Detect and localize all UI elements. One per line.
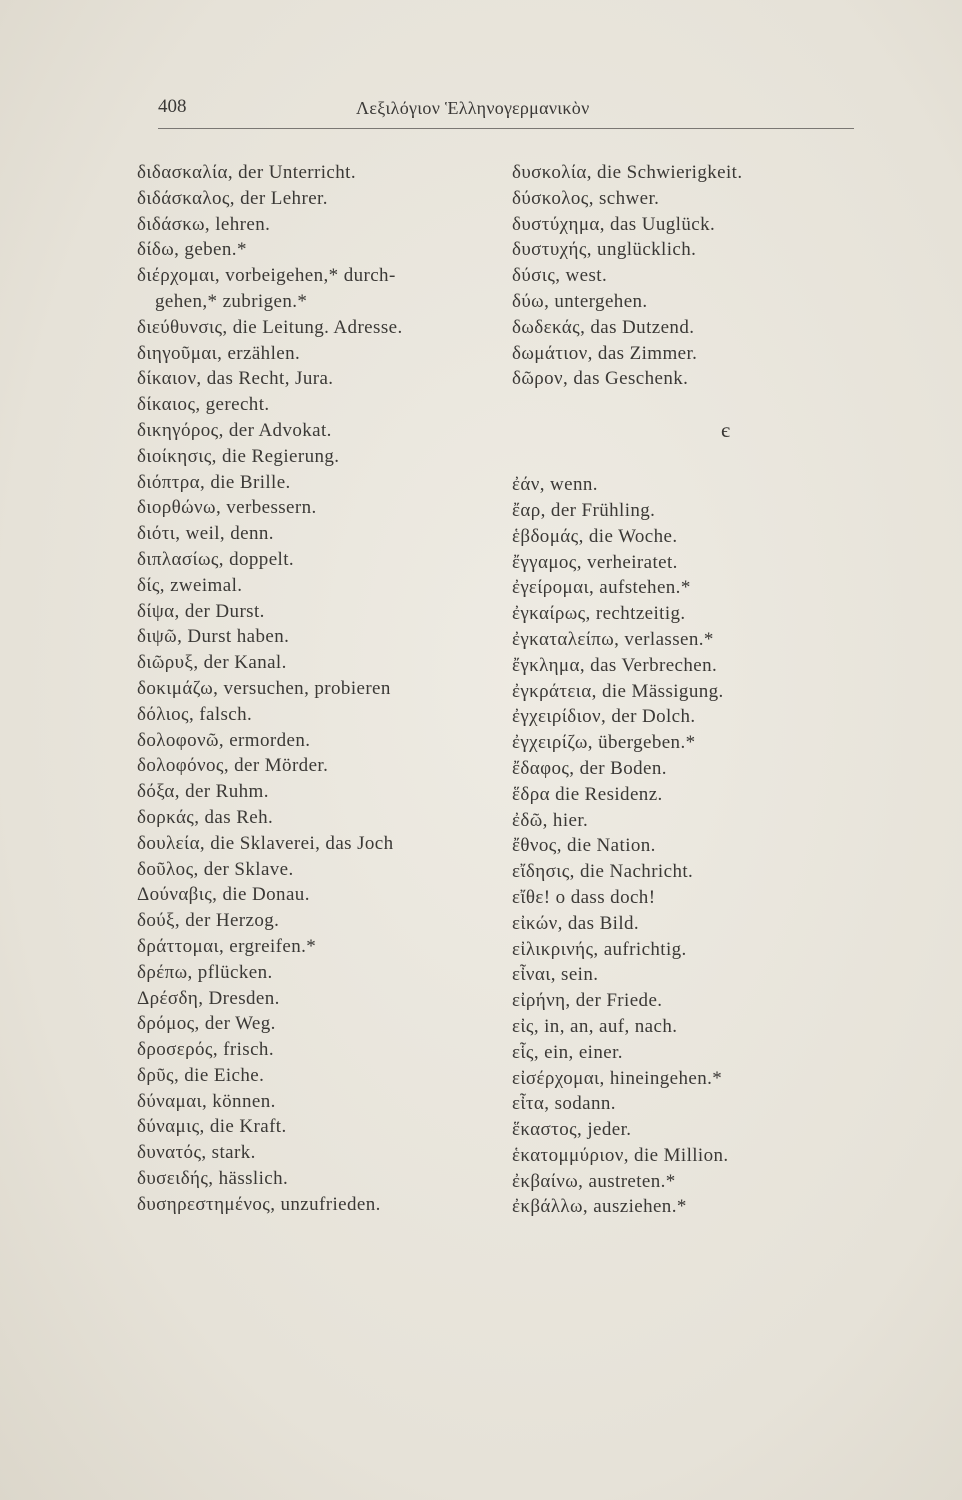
dictionary-entry: δρῦς, die Eiche. bbox=[137, 1064, 265, 1086]
dictionary-entry: διέρχομαι, vorbeigehen,* durch- bbox=[137, 265, 396, 287]
dictionary-entry: ἐγκαίρως, rechtzeitig. bbox=[512, 603, 686, 625]
dictionary-entry: εἷς, ein, einer. bbox=[512, 1041, 623, 1063]
dictionary-entry: δύναμαι, können. bbox=[137, 1090, 276, 1112]
dictionary-entry: δίψα, der Durst. bbox=[137, 600, 265, 622]
right-column-epsilon-entries bbox=[512, 472, 852, 1220]
dictionary-entry: εἴδησις, die Nachricht. bbox=[512, 861, 694, 883]
dictionary-entry: δουλεία, die Sklaverei, das Joch bbox=[137, 832, 394, 854]
right-column bbox=[512, 160, 852, 1220]
dictionary-entry: ἔαρ, der Frühling. bbox=[512, 499, 656, 521]
dictionary-entry: διορθώνω, verbessern. bbox=[137, 497, 317, 519]
dictionary-entry: δυσκολία, die Schwierigkeit. bbox=[512, 162, 743, 183]
dictionary-entry: εἶναι, sein. bbox=[512, 964, 599, 986]
dictionary-entry: δυσηρεστημένος, unzufrieden. bbox=[137, 1193, 381, 1215]
dictionary-entry: ἔγκλημα, das Verbrechen. bbox=[512, 654, 718, 676]
dictionary-entry: δυσειδής, hässlich. bbox=[137, 1168, 289, 1190]
dictionary-entry: διηγοῦμαι, erzählen. bbox=[137, 342, 301, 364]
dictionary-entry: ἐγείρομαι, aufstehen.* bbox=[512, 577, 691, 599]
dictionary-entry: ἔδαφος, der Boden. bbox=[512, 757, 667, 779]
dictionary-entry: εἶτα, sodann. bbox=[512, 1093, 616, 1115]
dictionary-entry: εἰρήνη, der Friede. bbox=[512, 990, 663, 1012]
dictionary-entry: Δούναβις, die Donau. bbox=[137, 884, 310, 906]
dictionary-entry: ἐάν, wenn. bbox=[512, 474, 598, 496]
dictionary-entry: ἐγχειρίδιον, der Dolch. bbox=[512, 706, 696, 728]
dictionary-entry: δίς, zweimal. bbox=[137, 574, 243, 596]
dictionary-entry: gehen,* zubrigen.* bbox=[155, 290, 308, 312]
dictionary-entry: εἰσέρχομαι, hineingehen.* bbox=[512, 1067, 723, 1089]
dictionary-entry: ἐγχειρίζω, übergeben.* bbox=[512, 732, 696, 754]
dictionary-entry: διόπτρα, die Brille. bbox=[137, 471, 291, 493]
dictionary-entry: ἐδῶ, hier. bbox=[512, 809, 589, 831]
dictionary-entry: δολοφονῶ, ermorden. bbox=[137, 729, 311, 751]
right-column-delta-entries bbox=[512, 160, 852, 392]
dictionary-entry: διψῶ, Durst haben. bbox=[137, 626, 290, 648]
dictionary-entry: εἰς, in, an, auf, nach. bbox=[512, 1015, 678, 1037]
dictionary-entry: διότι, weil, denn. bbox=[137, 523, 274, 545]
dictionary-entry: δικηγόρος, der Advokat. bbox=[137, 419, 332, 441]
dictionary-entry: δίκαιον, das Recht, Jura. bbox=[137, 368, 334, 390]
dictionary-entry: δρέπω, pflücken. bbox=[137, 961, 273, 983]
dictionary-entry: δυστυχής, unglücklich. bbox=[512, 239, 697, 261]
page-header bbox=[158, 96, 858, 128]
dictionary-entry: εἰκών, das Bild. bbox=[512, 912, 640, 934]
dictionary-entry: ἕκαστος, jeder. bbox=[512, 1119, 632, 1141]
dictionary-entry: δυστύχημα, das Uuglück. bbox=[512, 213, 716, 235]
dictionary-entry: δωμάτιον, das Zimmer. bbox=[512, 342, 698, 364]
dictionary-entry: διπλασίως, doppelt. bbox=[137, 548, 295, 570]
dictionary-entry: ἐγκράτεια, die Mässigung. bbox=[512, 680, 724, 702]
dictionary-entry: εἴθε! o dass doch! bbox=[512, 886, 656, 908]
dictionary-entry: δροσερός, frisch. bbox=[137, 1039, 274, 1061]
dictionary-entry: ἔγγαμος, verheiratet. bbox=[512, 551, 678, 573]
dictionary-entry: δύσις, west. bbox=[512, 265, 608, 287]
dictionary-entry: ἑκατομμύριον, die Million. bbox=[512, 1144, 729, 1166]
dictionary-entry: Δρέσδη, Dresden. bbox=[137, 987, 280, 1009]
dictionary-entry: ἕδρα die Residenz. bbox=[512, 783, 663, 805]
dictionary-entry: δίκαιος, gerecht. bbox=[137, 394, 270, 416]
dictionary-entry: δύω, untergehen. bbox=[512, 290, 648, 312]
dictionary-entry: δράττομαι, ergreifen.* bbox=[137, 935, 317, 957]
dictionary-entry: δόξα, der Ruhm. bbox=[137, 781, 269, 803]
dictionary-entry: διοίκησις, die Regierung. bbox=[137, 445, 340, 467]
dictionary-entry: δύσκολος, schwer. bbox=[512, 187, 660, 209]
dictionary-entry: διδάσκαλος, der Lehrer. bbox=[137, 187, 328, 209]
page-number: 408 bbox=[158, 96, 187, 117]
dictionary-entry: δούξ, der Herzog. bbox=[137, 910, 280, 932]
dictionary-entry: δρόμος, der Weg. bbox=[137, 1013, 276, 1035]
dictionary-entry: διδασκαλία, der Unterricht. bbox=[137, 162, 356, 183]
dictionary-entry: ἔθνος, die Nation. bbox=[512, 835, 656, 857]
dictionary-entry: δόλιος, falsch. bbox=[137, 703, 253, 725]
dictionary-entry: δῶρον, das Geschenk. bbox=[512, 368, 689, 390]
dictionary-entry: δορκάς, das Reh. bbox=[137, 806, 274, 828]
dictionary-entry: δολοφόνος, der Mörder. bbox=[137, 755, 329, 777]
dictionary-entry: διῶρυξ, der Kanal. bbox=[137, 652, 287, 674]
running-title: Λεξιλόγιον Ἑλληνογερμανικὸν bbox=[356, 98, 590, 118]
section-letter-epsilon: є bbox=[720, 418, 730, 443]
dictionary-entry: δίδω, geben.* bbox=[137, 239, 247, 261]
left-column bbox=[137, 160, 507, 1218]
dictionary-entry: ἑβδομάς, die Woche. bbox=[512, 525, 678, 547]
dictionary-entry: δοῦλος, der Sklave. bbox=[137, 858, 294, 880]
header-rule bbox=[158, 128, 854, 129]
dictionary-entry: δύναμις, die Kraft. bbox=[137, 1116, 287, 1138]
dictionary-entry: ἐκβαίνω, austreten.* bbox=[512, 1170, 676, 1192]
dictionary-entry: δυνατός, stark. bbox=[137, 1142, 256, 1164]
dictionary-entry: διεύθυνσις, die Leitung. Adresse. bbox=[137, 316, 403, 338]
dictionary-entry: ἐγκαταλείπω, verlassen.* bbox=[512, 628, 714, 650]
dictionary-entry: εἰλικρινής, aufrichtig. bbox=[512, 938, 687, 960]
dictionary-entry: ἐκβάλλω, ausziehen.* bbox=[512, 1196, 687, 1218]
dictionary-entry: δωδεκάς, das Dutzend. bbox=[512, 316, 695, 338]
dictionary-entry: διδάσκω, lehren. bbox=[137, 213, 271, 235]
dictionary-entry: δοκιμάζω, versuchen, probieren bbox=[137, 677, 391, 699]
